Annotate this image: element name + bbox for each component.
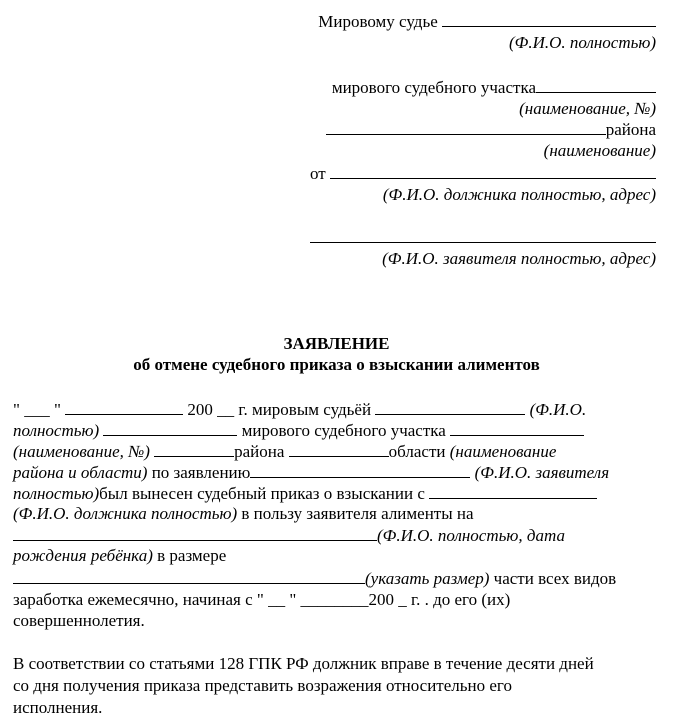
body-line-1 (13, 398, 586, 420)
from-label: от (310, 164, 326, 183)
body-text: в пользу заявителя алименты на (241, 504, 474, 523)
blank (250, 461, 470, 478)
body-line-7 (13, 524, 565, 546)
body-line-10: заработка ежемесячно, начиная с " __ " ________200 _ г. . до его (их) (13, 590, 511, 609)
rayon-label: района (605, 120, 656, 139)
body-p2-line-2: со дня получения приказа представить возражения относительно его (13, 676, 512, 695)
body-line-9 (13, 567, 616, 589)
body-hint: рождения ребёнка) (13, 546, 153, 565)
blank (429, 482, 597, 499)
applicant-hint: (Ф.И.О. заявителя полностью, адрес) (382, 249, 656, 268)
body-hint: (Ф.И.О. должника полностью) (13, 504, 238, 523)
judge-label: Мировому судье (318, 12, 438, 31)
date-quote: " ___ " (13, 400, 61, 419)
body-text: части всех видов (493, 569, 617, 588)
body-line-2 (13, 419, 584, 441)
blank (289, 440, 389, 457)
district-hint: (наименование, №) (519, 99, 656, 118)
body-hint: (указать размер) (365, 569, 490, 588)
judge-name-blank (442, 10, 656, 27)
district-label: мирового судебного участка (331, 78, 536, 97)
body-line-5 (13, 482, 597, 504)
blank (103, 419, 237, 436)
judge-blank (375, 398, 525, 415)
body-hint: (наименование (449, 442, 557, 461)
document-title: ЗАЯВЛЕНИЕ (283, 334, 390, 353)
district-blank (536, 76, 656, 93)
body-hint: (Ф.И.О. полностью, дата (377, 526, 565, 545)
debtor-blank (330, 162, 656, 179)
body-hint: (Ф.И.О. (529, 400, 587, 419)
blank (450, 419, 584, 436)
body-line-6 (13, 503, 474, 524)
blank (154, 440, 234, 457)
body-hint: полностью) (13, 484, 100, 503)
rayon-line (326, 118, 656, 140)
body-hint: (Ф.И.О. заявителя (474, 463, 610, 482)
body-p2-line-1: В соответствии со статьями 128 ГПК РФ должник вправе в течение десяти дней (13, 654, 594, 673)
judge-line (318, 10, 656, 32)
body-text: области (388, 442, 446, 461)
rayon-hint: (наименование) (543, 141, 656, 160)
body-text: в размере (157, 546, 227, 565)
body-hint: полностью) (13, 421, 100, 440)
body-line-11: совершеннолетия. (13, 611, 145, 630)
body-line-4 (13, 461, 609, 483)
judge-hint: (Ф.И.О. полностью) (508, 33, 656, 52)
body-line-3 (13, 440, 556, 462)
body-text: был вынесен судебный приказ о взыскании с (99, 484, 425, 503)
debtor-hint: (Ф.И.О. должника полностью, адрес) (382, 185, 656, 204)
body-text: района (234, 442, 285, 461)
rayon-blank (326, 118, 606, 135)
blank (13, 524, 377, 541)
body-line-8 (13, 545, 226, 566)
body-hint: (наименование, №) (13, 442, 150, 461)
document-subtitle: об отмене судебного приказа о взыскании алиментов (133, 355, 540, 374)
date-blank (65, 398, 183, 415)
body-p2-line-3: исполнения. (13, 698, 103, 717)
from-line (310, 162, 656, 184)
district-line (332, 76, 656, 98)
body-text: 200 __ г. мировым судьёй (187, 400, 372, 419)
blank (13, 567, 365, 584)
body-text: мирового судебного участка (241, 421, 446, 440)
body-hint: района и области) (13, 463, 148, 482)
body-text: по заявлению (151, 463, 251, 482)
applicant-line (310, 226, 656, 248)
applicant-blank (310, 226, 656, 243)
